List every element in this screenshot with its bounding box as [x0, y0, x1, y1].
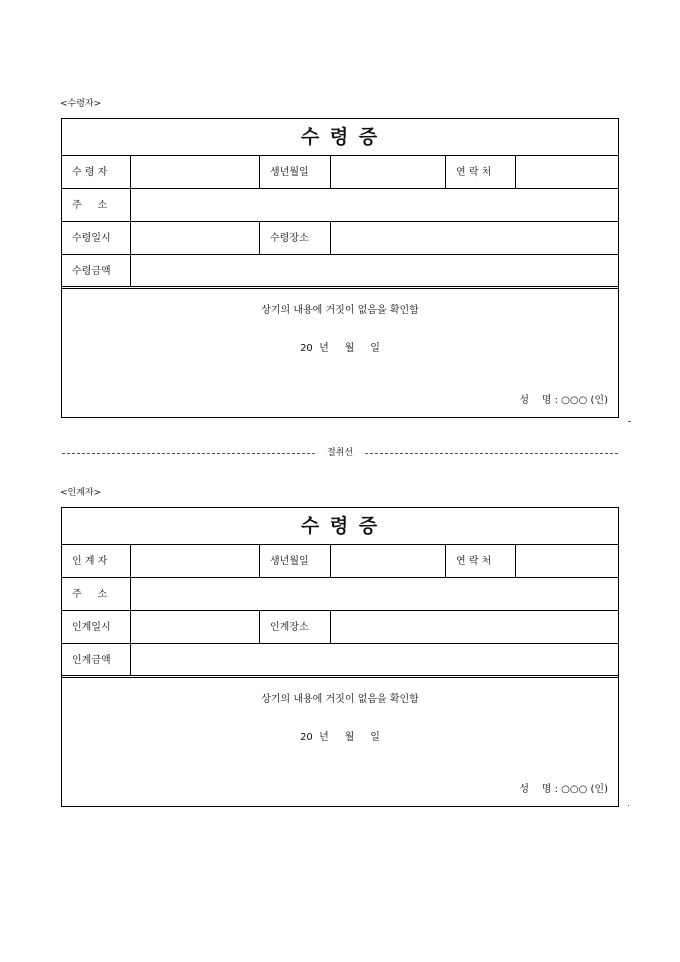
receiver-corner-mark: [628, 421, 631, 422]
giver-form-title: 수 령 증: [62, 508, 618, 545]
giver-place-label: 인계장소: [260, 611, 331, 643]
receiver-place-label: 수령장소: [260, 222, 331, 254]
giver-birth-field[interactable]: [331, 545, 446, 577]
receiver-confirm-text: 상기의 내용에 거짓이 없음을 확인함: [261, 305, 419, 316]
giver-corner-mark: [628, 805, 629, 806]
giver-row-address: [62, 578, 618, 611]
giver-birth-label: 생년월일: [260, 545, 331, 577]
receiver-receipt-form: [61, 118, 619, 418]
giver-receipt-form: [61, 507, 619, 807]
receiver-address-field[interactable]: [131, 189, 618, 221]
cut-line-label: 절취선: [326, 448, 354, 458]
giver-person-field[interactable]: [131, 545, 260, 577]
receiver-contact-label: 연 락 처: [446, 156, 516, 188]
receiver-row-address: [62, 189, 618, 222]
giver-address-label: 주 소: [62, 578, 131, 610]
receiver-row-person: [62, 156, 618, 189]
giver-signature-line: 성 명 : ○○○ (인): [519, 784, 608, 795]
receiver-place-field[interactable]: [331, 222, 618, 254]
giver-row-amount: [62, 644, 618, 678]
receiver-amount-field[interactable]: [131, 255, 618, 286]
receiver-birth-label: 생년월일: [260, 156, 331, 188]
giver-date-field[interactable]: [131, 611, 260, 643]
receiver-date-field[interactable]: [131, 222, 260, 254]
giver-row-date: [62, 611, 618, 644]
cut-line: [62, 446, 618, 460]
giver-date-label: 인계일시: [62, 611, 131, 643]
receiver-birth-field[interactable]: [331, 156, 446, 188]
receiver-amount-label: 수령금액: [62, 255, 131, 286]
receiver-date-line: 20 년 월 일: [300, 343, 380, 354]
giver-contact-label: 연 락 처: [446, 545, 516, 577]
receiver-contact-field[interactable]: [516, 156, 618, 188]
giver-amount-label: 인계금액: [62, 644, 131, 675]
giver-section-label: <인계자>: [60, 488, 102, 498]
receiver-address-label: 주 소: [62, 189, 131, 221]
cut-line-dash-right: [365, 453, 618, 454]
giver-contact-field[interactable]: [516, 545, 618, 577]
receiver-row-date: [62, 222, 618, 255]
receiver-section-label: <수령자>: [60, 99, 102, 109]
giver-address-field[interactable]: [131, 578, 618, 610]
giver-row-person: [62, 545, 618, 578]
giver-confirmation-area: [62, 678, 618, 806]
receiver-signature-line: 성 명 : ○○○ (인): [519, 395, 608, 406]
giver-person-label: 인 계 자: [62, 545, 131, 577]
receiver-form-title: 수 령 증: [62, 119, 618, 156]
receiver-row-amount: [62, 255, 618, 289]
receiver-date-label: 수령일시: [62, 222, 131, 254]
giver-amount-field[interactable]: [131, 644, 618, 675]
receiver-person-field[interactable]: [131, 156, 260, 188]
receiver-confirmation-area: [62, 289, 618, 417]
giver-place-field[interactable]: [331, 611, 618, 643]
giver-date-line: 20 년 월 일: [300, 732, 380, 743]
giver-confirm-text: 상기의 내용에 거짓이 없음을 확인함: [261, 694, 419, 705]
receiver-person-label: 수 령 자: [62, 156, 131, 188]
